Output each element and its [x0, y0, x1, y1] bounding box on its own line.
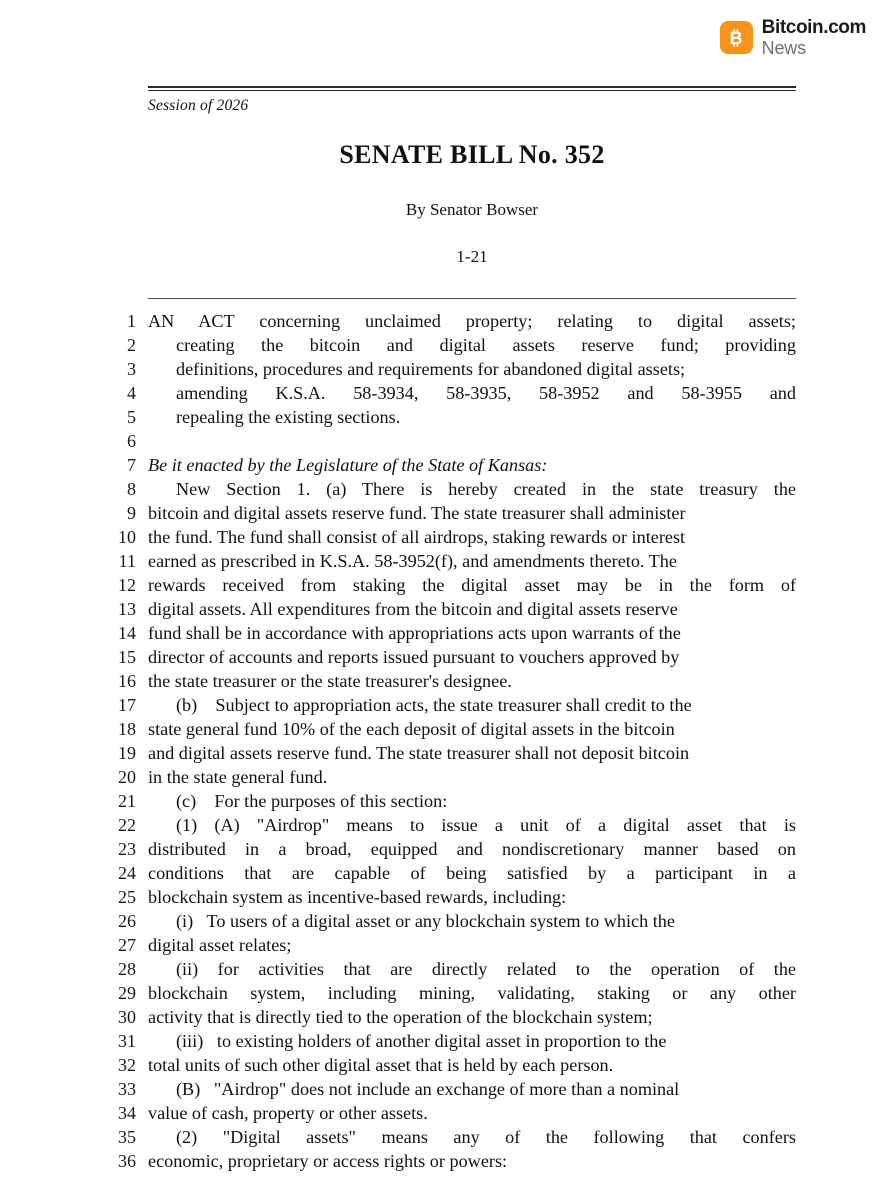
bill-line [118, 935, 796, 959]
line-text: Be it enacted by the Legislature of the State of Kansas: [148, 455, 548, 475]
line-text: conditions that are capable of being satisfied by a participant in a [148, 863, 796, 883]
line-number: 13 [118, 599, 136, 619]
bill-line [127, 335, 796, 359]
line-number: 18 [118, 719, 136, 739]
bill-line [118, 1151, 796, 1175]
bill-line [118, 887, 796, 911]
line-text: (i) To users of a digital asset or any blockchain system to which the [176, 911, 675, 931]
bill-line [127, 311, 796, 335]
line-number: 12 [118, 575, 136, 595]
bill-line [118, 1103, 796, 1127]
line-text: total units of such other digital asset that is held by each person. [148, 1055, 614, 1075]
bill-line [127, 503, 796, 527]
brand-subtitle: News [761, 38, 806, 58]
line-text: bitcoin and digital assets reserve fund. The state treasurer shall administer [148, 503, 686, 523]
line-number: 11 [118, 551, 136, 571]
bill-line [127, 479, 796, 503]
bill-line [118, 671, 796, 695]
bill-line [118, 1127, 796, 1151]
bill-line [118, 959, 796, 983]
bill-line [127, 407, 796, 431]
line-number: 35 [118, 1127, 136, 1147]
line-text: state general fund 10% of the each deposit of digital assets in the bitcoin [148, 719, 675, 739]
line-text: in the state general fund. [148, 767, 328, 787]
line-text: AN ACT concerning unclaimed property; relating to digital assets; [148, 311, 796, 331]
line-number: 10 [118, 527, 136, 547]
bitcoin-b-icon [720, 21, 753, 54]
header-rule [148, 86, 796, 91]
line-text: the state treasurer or the state treasurer's designee. [148, 671, 512, 691]
line-text: (B) "Airdrop" does not include an exchange of more than a nominal [176, 1079, 680, 1099]
line-text: repealing the existing sections. [176, 407, 401, 427]
bill-line [118, 1007, 796, 1031]
line-number: 20 [118, 767, 136, 787]
bill-line [118, 815, 796, 839]
line-text: (1) (A) "Airdrop" means to issue a unit of a digital asset that is [176, 815, 796, 835]
line-text: earned as prescribed in K.S.A. 58-3952(f), and amendments thereto. The [148, 551, 677, 571]
bill-line [118, 767, 796, 791]
line-number: 33 [118, 1079, 136, 1099]
bill-line [118, 1031, 796, 1055]
bill-line [118, 791, 796, 815]
bill-line [127, 383, 796, 407]
bill-line [118, 575, 796, 599]
brand-wordmark [762, 18, 866, 57]
line-number: 25 [118, 887, 136, 907]
line-number: 17 [118, 695, 136, 715]
bill-line [118, 911, 796, 935]
line-number: 27 [118, 935, 136, 955]
line-text: value of cash, property or other assets. [148, 1103, 428, 1123]
line-number: 15 [118, 647, 136, 667]
line-number: 16 [118, 671, 136, 691]
page-title: SENATE BILL No. 352 [339, 140, 605, 169]
bill-line [118, 1055, 796, 1079]
line-text: amending K.S.A. 58-3934, 58-3935, 58-3952 and 58-3955 and [176, 383, 796, 403]
line-number: 23 [118, 839, 136, 859]
line-number: 24 [118, 863, 136, 883]
line-number: 14 [118, 623, 136, 643]
line-text: digital asset relates; [148, 935, 292, 955]
body-rule-wrap [148, 298, 796, 299]
bill-line [118, 863, 796, 887]
bill-line [118, 983, 796, 1007]
line-text: definitions, procedures and requirements for abandoned digital assets; [176, 359, 686, 379]
line-text: economic, proprietary or access rights or powers: [148, 1151, 508, 1171]
line-text: (iii) to existing holders of another digital asset in proportion to the [176, 1031, 667, 1051]
bill-line [118, 743, 796, 767]
line-number: 26 [118, 911, 136, 931]
line-number: 4 [127, 383, 136, 403]
line-text: the fund. The fund shall consist of all airdrops, staking rewards or interest [148, 527, 686, 547]
bill-line [118, 551, 796, 575]
bill-line [127, 431, 796, 455]
line-text: creating the bitcoin and digital assets reserve fund; providing [176, 335, 796, 355]
line-text: New Section 1. (a) There is hereby created in the state treasury the [176, 479, 796, 499]
line-number: 19 [118, 743, 136, 763]
line-text: (2) "Digital assets" means any of the following that confers [176, 1127, 796, 1147]
line-text: activity that is directly tied to the operation of the blockchain system; [148, 1007, 653, 1027]
bill-line [118, 647, 796, 671]
bill-line [127, 455, 796, 479]
line-number: 30 [118, 1007, 136, 1027]
brand-name: Bitcoin.com [761, 17, 866, 38]
line-text: blockchain system, including mining, validating, staking or any other [148, 983, 796, 1003]
line-number: 29 [118, 983, 136, 1003]
line-text: director of accounts and reports issued pursuant to vouchers approved by [148, 647, 680, 667]
bill-line [118, 719, 796, 743]
line-number: 22 [118, 815, 136, 835]
bill-line [127, 359, 796, 383]
line-number: 28 [118, 959, 136, 979]
bill-byline: By Senator Bowser [405, 200, 539, 219]
line-number: 31 [118, 1031, 136, 1051]
line-number: 3 [127, 359, 136, 379]
line-text: rewards received from staking the digital asset may be in the form of [148, 575, 796, 595]
line-number: 8 [127, 479, 136, 499]
line-text: (c) For the purposes of this section: [176, 791, 448, 811]
bitcoin-com-news-logo [720, 18, 866, 57]
bill-line [118, 527, 796, 551]
line-text: (ii) for activities that are directly related to the operation of the [176, 959, 796, 979]
body-rule [148, 298, 796, 299]
bill-line [118, 599, 796, 623]
line-number: 7 [127, 455, 136, 475]
line-number: 21 [118, 791, 136, 811]
line-number: 2 [127, 335, 136, 355]
bill-line [118, 623, 796, 647]
bill-line [118, 695, 796, 719]
session-label: Session of 2026 [148, 97, 249, 114]
bill-line [118, 839, 796, 863]
line-text: fund shall be in accordance with appropriations acts upon warrants of the [148, 623, 681, 643]
line-number: 36 [118, 1151, 136, 1171]
line-number: 9 [127, 503, 136, 523]
line-number: 5 [127, 407, 136, 427]
line-text: digital assets. All expenditures from the bitcoin and digital assets reserve [148, 599, 678, 619]
bill-line [118, 1079, 796, 1103]
bill-docket-number: 1-21 [456, 247, 488, 266]
line-text: blockchain system as incentive-based rewards, including: [148, 887, 567, 907]
line-number: 1 [127, 311, 136, 331]
line-number: 6 [127, 431, 136, 451]
line-text: (b) Subject to appropriation acts, the state treasurer shall credit to the [176, 695, 692, 715]
line-number: 34 [118, 1103, 136, 1123]
line-text: and digital assets reserve fund. The state treasurer shall not deposit bitcoin [148, 743, 690, 763]
line-text: distributed in a broad, equipped and nondiscretionary manner based on [148, 839, 796, 859]
line-number: 32 [118, 1055, 136, 1075]
bill-document [118, 86, 796, 1175]
bill-body-lines [118, 311, 796, 1175]
